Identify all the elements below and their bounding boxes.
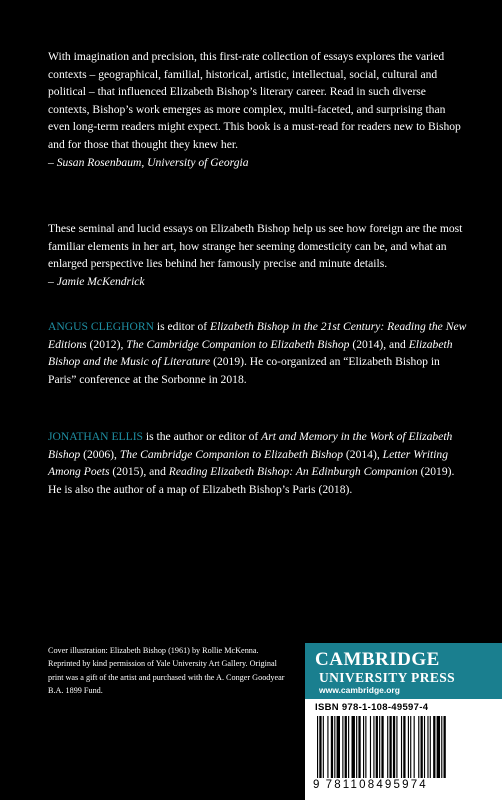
book-title: Elizabeth Bishop and the Music of Literature [48, 337, 453, 369]
review-mckendrick [48, 220, 468, 290]
review-text: These seminal and lucid essays on Elizabeth Bishop help us see how foreign are the most familiar elements in her art, how strange her seeming domesticity can be, and what an enlarged perspective lies behind her famously precise and minute details. [48, 222, 463, 271]
bio-fragment: is editor of [153, 320, 210, 333]
bio-ellis [48, 428, 468, 498]
bio-text [48, 318, 468, 388]
publisher-url: www.cambridge.org [319, 685, 400, 695]
review-attribution: – Jamie McKendrick [48, 274, 145, 288]
book-title: The Cambridge Companion to Elizabeth Bishop [119, 447, 344, 461]
book-title: Reading Elizabeth Bishop: An Edinburgh Companion [168, 465, 418, 479]
book-title: Letter Writing Among Poets [48, 447, 449, 479]
bio-cleghorn [48, 318, 468, 388]
publisher-subname: UNIVERSITY PRESS [319, 670, 456, 685]
author-name: ANGUS CLEGHORN [48, 320, 154, 333]
bio-fragment: (2015), and [109, 465, 169, 479]
bio-text [48, 428, 468, 498]
review-attribution: – Susan Rosenbaum, University of Georgia [48, 155, 249, 169]
publisher-name: CAMBRIDGE [315, 649, 440, 670]
bio-fragment: (2006), [80, 447, 120, 461]
review-text: With imagination and precision, this first-rate collection of essays explores the varied contexts – geographical, familial, historical, artistic, intellectual, social, cultural and political – that influenced Elizabeth Bishop’s literary career. Read in such diverse contexts, Bishop’s work emerges as more complex, multi-faceted, and surprising than even long-term readers might expect. This book is a must-read for readers new to Bishop and for those that thought they knew her. [48, 50, 461, 151]
book-title: Art and Memory in the Work of Elizabeth Bishop [48, 430, 453, 461]
isbn-label: ISBN 978-1-108-49597-4 [315, 702, 429, 713]
bio-fragment: (2012), [86, 337, 127, 351]
bio-fragment: (2019). He co-organized an “Elizabeth Bishop in Paris” conference at the Sorbonne in 2018. [48, 355, 440, 386]
barcode-first-digit: 9 [313, 779, 322, 791]
author-name: JONATHAN ELLIS [48, 430, 143, 443]
barcode-panel [305, 699, 502, 800]
bio-fragment: (2019). He is also the author of a map of Elizabeth Bishop’s Paris (2018). [48, 465, 455, 496]
book-title: Elizabeth Bishop in the 21st Century: Reading the New Editions [48, 320, 467, 351]
barcode-digits-rest: 781108495974 [325, 779, 428, 791]
barcode-icon [317, 716, 493, 778]
publisher-logo [305, 643, 502, 699]
bio-fragment: (2014), and [349, 337, 409, 351]
book-title: The Cambridge Companion to Elizabeth Bishop [126, 337, 350, 351]
cover-credit: Cover illustration: Elizabeth Bishop (1961) by Rollie McKenna. Reprinted by kind permission of Yale University Art Gallery. Original print was a gift of the artist and purchased with the A. Conger Goodyear B.A. 1899 Fund. [48, 646, 285, 696]
bio-fragment: (2014), [343, 447, 383, 461]
review-rosenbaum [48, 48, 468, 171]
bio-fragment: is the author or editor of [143, 430, 262, 443]
barcode-digits [313, 779, 499, 791]
